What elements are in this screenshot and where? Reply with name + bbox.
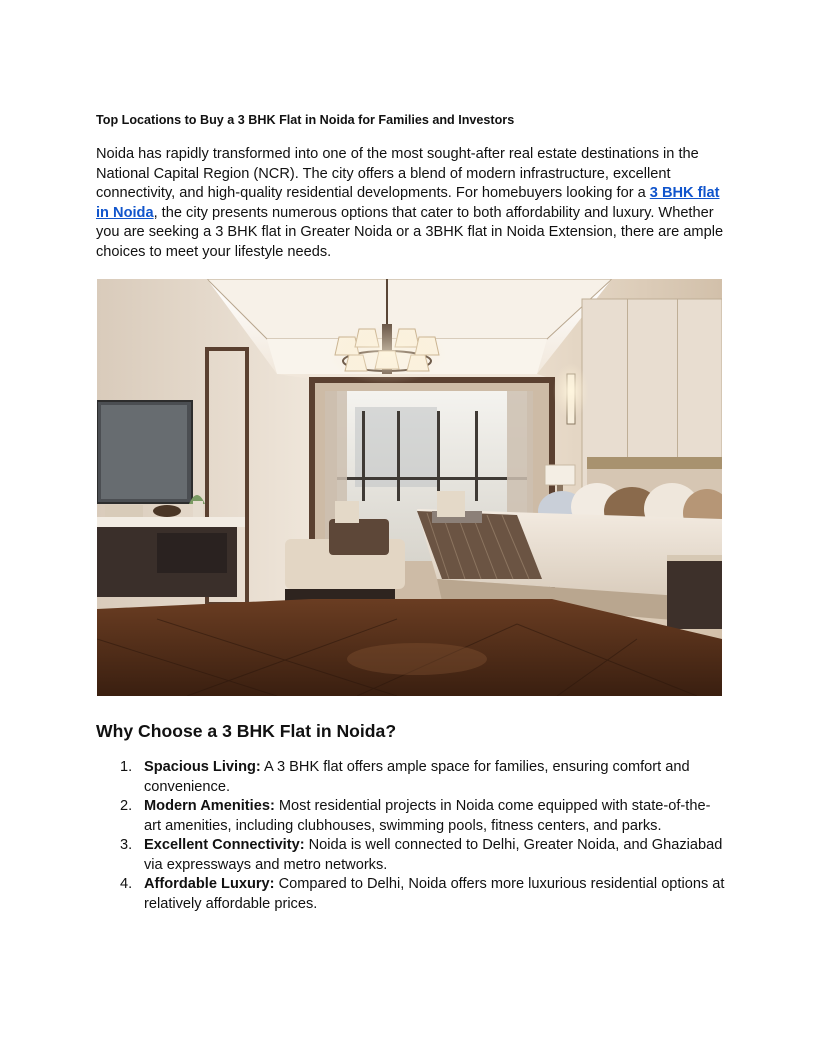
list-item-label: Affordable Luxury: [144,876,275,892]
reasons-list [96,758,726,914]
list-item-label: Spacious Living: [144,759,261,775]
list-item [96,875,726,914]
document-title: Top Locations to Buy a 3 BHK Flat in Noida for Families and Investors [96,113,515,127]
list-item [96,836,726,875]
list-item-label: Modern Amenities: [144,798,275,814]
list-item-text: Compared to Delhi, Noida offers more luxurious residential options at relatively affordable prices. [144,876,725,912]
why-choose-heading: Why Choose a 3 BHK Flat in Noida? [96,721,397,741]
list-item [96,797,726,836]
list-item-number: 2. [120,798,133,814]
intro-text-after-link: , the city presents numerous options that cater to both affordability and luxury. Whether you are seeking a 3 BHK flat in Greater Noida or a 3BHK flat in Noida Extension, there are ample choices to meet your lifestyle needs. [96,204,724,260]
list-item-number: 3. [120,837,133,853]
flat-in-noida-link[interactable]: 3 BHK flat in Noida [96,185,720,221]
intro-paragraph [96,145,726,262]
list-item-number: 1. [120,759,133,775]
list-item-text: A 3 BHK flat offers ample space for families, ensuring comfort and convenience. [144,759,690,795]
bedroom-interior-photo [97,279,722,696]
list-item-text: Noida is well connected to Delhi, Greater Noida, and Ghaziabad via expressways and metro networks. [144,837,723,873]
list-item-text: Most residential projects in Noida come equipped with state-of-the-art amenities, including clubhouses, swimming pools, fitness centers, and parks. [144,798,711,834]
list-item-label: Excellent Connectivity: [144,837,305,853]
intro-text-before-link: Noida has rapidly transformed into one of the most sought-after real estate destinations in the National Capital Region (NCR). The city offers a blend of modern infrastructure, excellent connectivity, and high-quality residential developments. For homebuyers looking for a [96,146,699,201]
list-item-number: 4. [120,876,133,892]
list-item [96,758,726,797]
